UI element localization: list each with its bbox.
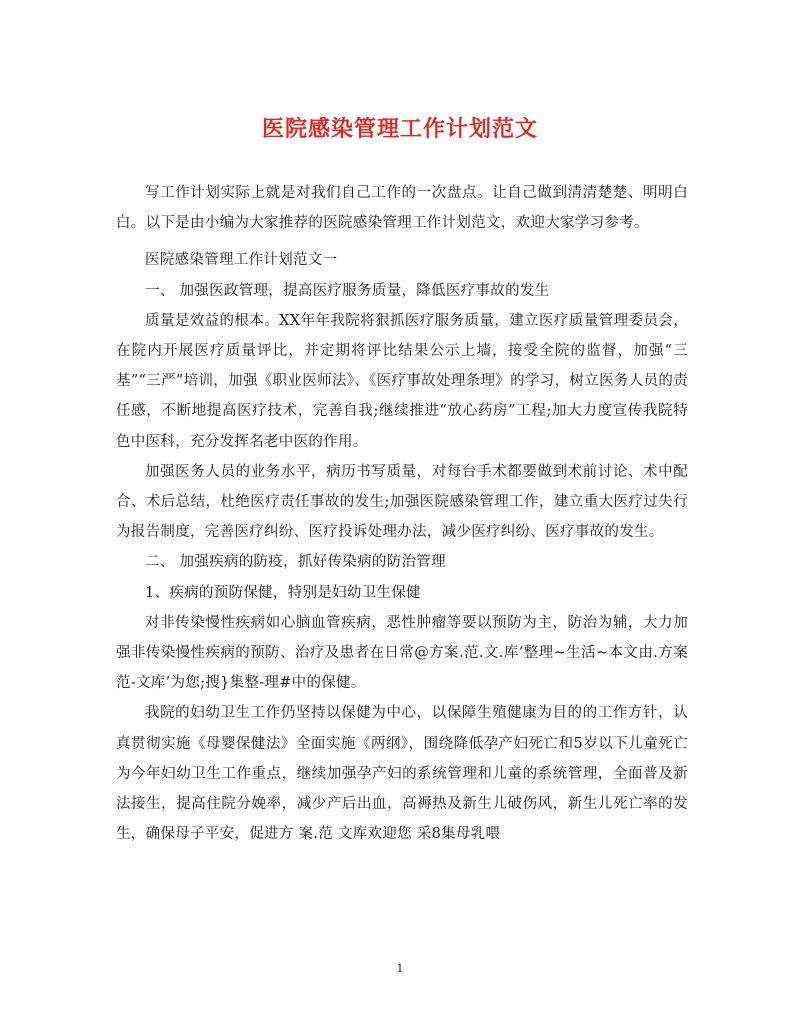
- item-heading-1: 1、疾病的预防保健，特别是妇幼卫生保健: [145, 584, 421, 601]
- body-paragraph: 对非传染慢性疾病如心脑血管疾病，恶性肿瘤等要以预防为主，防治为辅，大力加强非传染慢性疾病的预防、治疗及患者在日常@方案.范.文.库’整理~生活~本文由.方案范-文库’为您;搜}集整-理#中的保健。: [116, 614, 688, 692]
- document-title: 医院感染管理工作计划范文: [261, 116, 538, 142]
- section-heading: 医院感染管理工作计划范文一: [145, 252, 338, 269]
- page-number: 1: [396, 962, 404, 975]
- document-body: [116, 178, 688, 849]
- body-paragraph: 加强医务人员的业务水平，病历书写质量，对每台手术都要做到术前讨论、术中配合、术后总结，杜绝医疗责任事故的发生;加强医院感染管理工作，建立重大医疗过失行为报告制度，完善医疗纠纷、医疗投诉处理办法，减少医疗纠纷、医疗事故的发生。: [116, 463, 688, 541]
- subsection-heading-1: 一、 加强医政管理，提高医疗服务质量，降低医疗事故的发生: [145, 282, 550, 299]
- body-paragraph: 我院的妇幼卫生工作仍坚持以保健为中心，以保障生殖健康为目的的工作方针，认真贯彻实施《母婴保健法》全面实施《两纲》，围绕降低孕产妇死亡和5岁以下儿童死亡为今年妇幼卫生工作重点，继续加强孕产妇的系统管理和儿童的系统管理，全面普及新法接生，提高住院分娩率，减少产后出血，高褥热及新生儿破伤风，新生儿死亡率的发生，确保母子平安，促进方 案.范 文库欢迎您 采8集母乳喂: [116, 705, 688, 843]
- body-paragraph: 质量是效益的根本。XX年年我院将狠抓医疗服务质量，建立医疗质量管理委员会，在院内开展医疗质量评比，并定期将评比结果公示上墙，接受全院的监督，加强“三基”“三严”培训，加强《职业医师法》、《医疗事故处理条理》的学习，树立医务人员的责任感，不断地提高医疗技术，完善自我;继续推进“放心药房”工程;加大力度宣传我院特色中医科，充分发挥名老中医的作用。: [116, 312, 688, 450]
- subsection-heading-2: 二、 加强疾病的防疫，抓好传染病的防治管理: [145, 554, 446, 571]
- intro-paragraph: 写工作计划实际上就是对我们自己工作的一次盘点。让自己做到清清楚楚、明明白白。以下是由小编为大家推荐的医院感染管理工作计划范文，欢迎大家学习参考。: [116, 185, 688, 232]
